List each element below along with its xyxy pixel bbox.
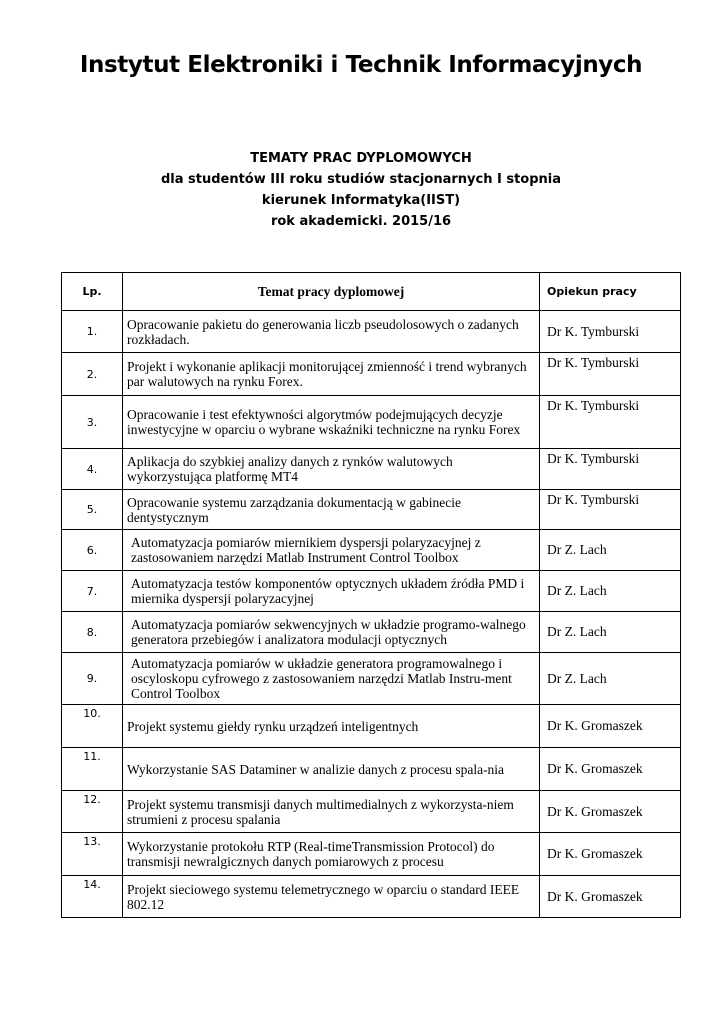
row-number: 10. (62, 705, 123, 748)
row-supervisor: Dr Z. Lach (540, 653, 681, 705)
row-topic: Projekt i wykonanie aplikacji monitorującej zmienność i trend wybranych par walutowych na rynku Forex. (123, 353, 540, 396)
row-supervisor: Dr Z. Lach (540, 571, 681, 612)
institute-title: Instytut Elektroniki i Technik Informacyjnych (79, 52, 643, 78)
row-number: 4. (62, 449, 123, 490)
row-topic: Wykorzystanie protokołu RTP (Real-timeTransmission Protocol) do transmisji newralgicznych danych pomiarowych z procesu (123, 833, 540, 876)
row-topic: Automatyzacja testów komponentów optycznych układem źródła PMD i miernika dyspersji polaryzacyjnej (123, 571, 540, 612)
row-number: 3. (62, 396, 123, 449)
row-topic: Opracowanie pakietu do generowania liczb pseudolosowych o zadanych rozkładach. (123, 311, 540, 353)
row-supervisor: Dr K. Gromaszek (540, 876, 681, 918)
table-row (62, 876, 681, 918)
topics-table (61, 272, 681, 918)
table-header-row (62, 273, 681, 311)
row-supervisor: Dr K. Gromaszek (540, 791, 681, 833)
table-row (62, 748, 681, 791)
row-topic: Automatyzacja pomiarów sekwencyjnych w układzie programo-walnego generatora przebiegów i analizatora modulacji optycznych (123, 612, 540, 653)
row-topic: Aplikacja do szybkiej analizy danych z rynków walutowych wykorzystująca platformę MT4 (123, 449, 540, 490)
table-row (62, 449, 681, 490)
row-topic: Wykorzystanie SAS Dataminer w analizie danych z procesu spala-nia (123, 748, 540, 791)
row-topic: Automatyzacja pomiarów w układzie generatora programowalnego i oscyloskopu cyfrowego z zastosowaniem narzędzi Matlab Instru-ment Control Toolbox (123, 653, 540, 705)
heading-line-3: kierunek Informatyka(IIST) (261, 193, 461, 208)
table-row (62, 705, 681, 748)
row-supervisor: Dr Z. Lach (540, 612, 681, 653)
row-topic: Projekt systemu giełdy rynku urządzeń inteligentnych (123, 705, 540, 748)
row-number: 8. (62, 612, 123, 653)
row-topic: Automatyzacja pomiarów miernikiem dyspersji polaryzacyjnej z zastosowaniem narzędzi Matlab Instrument Control Toolbox (123, 530, 540, 571)
row-number: 2. (62, 353, 123, 396)
table-row (62, 311, 681, 353)
row-number: 6. (62, 530, 123, 571)
row-topic: Projekt systemu transmisji danych multimedialnych z wykorzysta-niem strumieni z procesu spalania (123, 791, 540, 833)
row-supervisor: Dr K. Tymburski (540, 449, 681, 490)
header-topic: Temat pracy dyplomowej (123, 273, 540, 311)
row-number: 9. (62, 653, 123, 705)
row-supervisor: Dr K. Gromaszek (540, 705, 681, 748)
row-topic: Opracowanie systemu zarządzania dokumentacją w gabinecie dentystycznym (123, 490, 540, 530)
table-row (62, 791, 681, 833)
row-number: 12. (62, 791, 123, 833)
heading-line-1: TEMATY PRAC DYPLOMOWYCH (250, 151, 472, 166)
row-number: 5. (62, 490, 123, 530)
row-supervisor: Dr K. Gromaszek (540, 833, 681, 876)
table-row (62, 612, 681, 653)
row-number: 1. (62, 311, 123, 353)
heading-line-2: dla studentów III roku studiów stacjonarnych I stopnia (160, 172, 562, 187)
table-row (62, 490, 681, 530)
row-supervisor: Dr K. Tymburski (540, 490, 681, 530)
row-supervisor: Dr K. Tymburski (540, 353, 681, 396)
row-number: 11. (62, 748, 123, 791)
table-row (62, 396, 681, 449)
table-row (62, 571, 681, 612)
row-supervisor: Dr K. Tymburski (540, 311, 681, 353)
heading-line-4: rok akademicki. 2015/16 (270, 214, 452, 229)
row-supervisor: Dr K. Gromaszek (540, 748, 681, 791)
row-number: 7. (62, 571, 123, 612)
row-supervisor: Dr K. Tymburski (540, 396, 681, 449)
row-topic: Projekt sieciowego systemu telemetrycznego w oparciu o standard IEEE 802.12 (123, 876, 540, 918)
table-row (62, 530, 681, 571)
table-row (62, 653, 681, 705)
row-number: 13. (62, 833, 123, 876)
table-row (62, 833, 681, 876)
row-number: 14. (62, 876, 123, 918)
row-topic: Opracowanie i test efektywności algorytmów podejmujących decyzje inwestycyjne w oparciu o wybrane wskaźniki techniczne na rynku Forex (123, 396, 540, 449)
table-row (62, 353, 681, 396)
header-supervisor: Opiekun pracy (540, 273, 681, 311)
row-supervisor: Dr Z. Lach (540, 530, 681, 571)
header-lp: Lp. (62, 273, 123, 311)
